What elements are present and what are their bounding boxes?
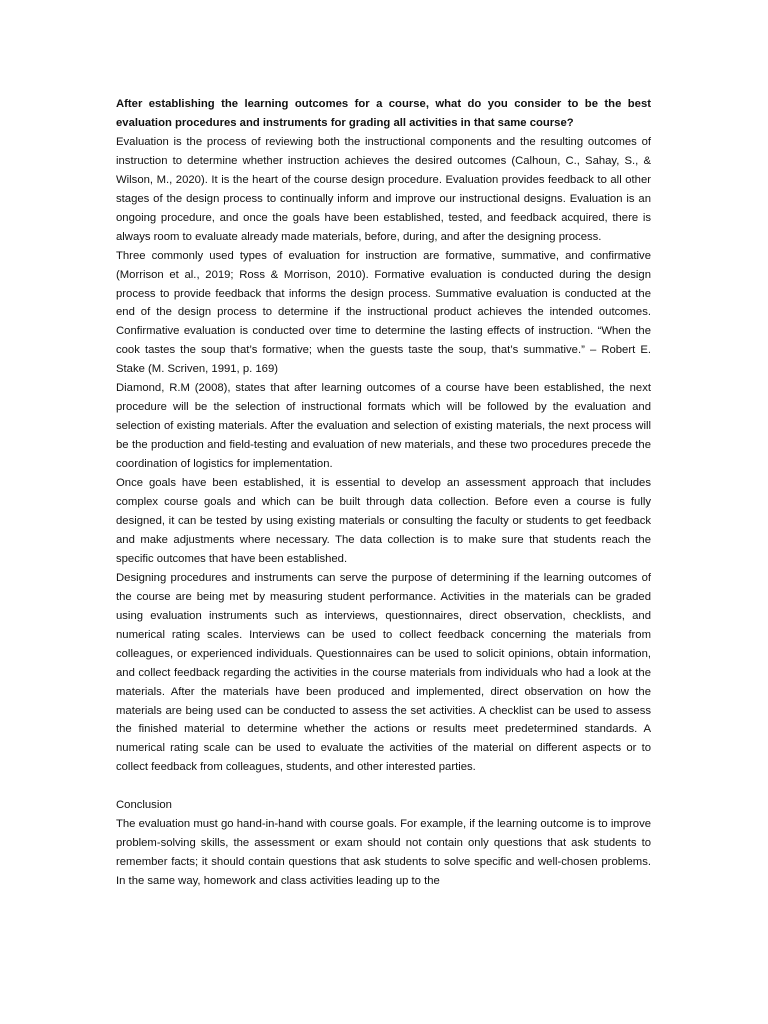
body-paragraph: Diamond, R.M (2008), states that after learning outcomes of a course have been established, the next procedure will be the selection of instructional formats which will be followed by the evaluation and selection of existing materials. After the evaluation and selection of existing materials, the next process will be the production and field-testing and evaluation of new materials, and these two procedures precede the coordination of logistics for implementation. [116, 382, 651, 471]
body-paragraph: Once goals have been established, it is essential to develop an assessment approach that includes complex course goals and which can be built through data collection. Before even a course is fully designed, it can be tested by using existing materials or consulting the faculty or students to get feedback and make adjustments where necessary. The data collection is to make sure that students reach the specific outcomes that have been established. [116, 477, 651, 565]
conclusion-paragraph: The evaluation must go hand-in-hand with course goals. For example, if the learning outcome is to improve problem-solving skills, the assessment or exam should not contain only questions that ask students to remember facts; it should contain questions that ask students to solve specific and well-chosen problems. In the same way, homework and class activities leading up to the [116, 818, 651, 888]
paragraph-spacer [116, 777, 651, 796]
body-paragraph: Three commonly used types of evaluation for instruction are formative, summative, and confirmative (Morrison et al., 2019; Ross & Morrison, 2010). Formative evaluation is conducted during the design process to provide feedback that informs the design process. Summative evaluation is conducted at the end of the design process to determine if the instructional product achieves the intended outcomes. Confirmative evaluation is conducted over time to determine the lasting effects of instruction. “When the cook tastes the soup that’s formative; when the guests taste the soup, that’s summative.” – Robert E. Stake (M. Scriven, 1991, p. 169) [116, 249, 651, 376]
question-heading: After establishing the learning outcomes for a course, what do you consider to be the best evaluation procedures and instruments for grading all activities in that same course? [116, 98, 651, 129]
document-page [116, 95, 651, 891]
body-paragraph: Evaluation is the process of reviewing both the instructional components and the resulting outcomes of instruction to determine whether instruction achieves the desired outcomes (Calhoun, C., Sahay, S., & Wilson, M., 2020). It is the heart of the course design procedure. Evaluation provides feedback to all other stages of the design process to continually inform and improve our instructional designs. Evaluation is an ongoing procedure, and once the goals have been established, tested, and feedback acquired, there is always room to evaluate already made materials, before, during, and after the designing process. [116, 135, 651, 243]
body-paragraph: Designing procedures and instruments can serve the purpose of determining if the learning outcomes of the course are being met by measuring student performance. Activities in the materials can be graded using evaluation instruments such as interviews, questionnaires, direct observation, checklists, and numerical rating scales. Interviews can be used to collect feedback concerning the materials from colleagues, or experienced individuals. Questionnaires can be used to solicit opinions, obtain information, and collect feedback regarding the activities in the course materials from individuals who had a look at the materials. After the materials have been produced and implemented, direct observation on how the materials are being used can be conducted to assess the set activities. A checklist can be used to assess the finished material to determine whether the actions or results meet predetermined standards. A numerical rating scale can be used to evaluate the activities of the material on different aspects or to collect feedback from colleagues, students, and other interested parties. [116, 571, 651, 774]
conclusion-heading: Conclusion [116, 799, 172, 812]
